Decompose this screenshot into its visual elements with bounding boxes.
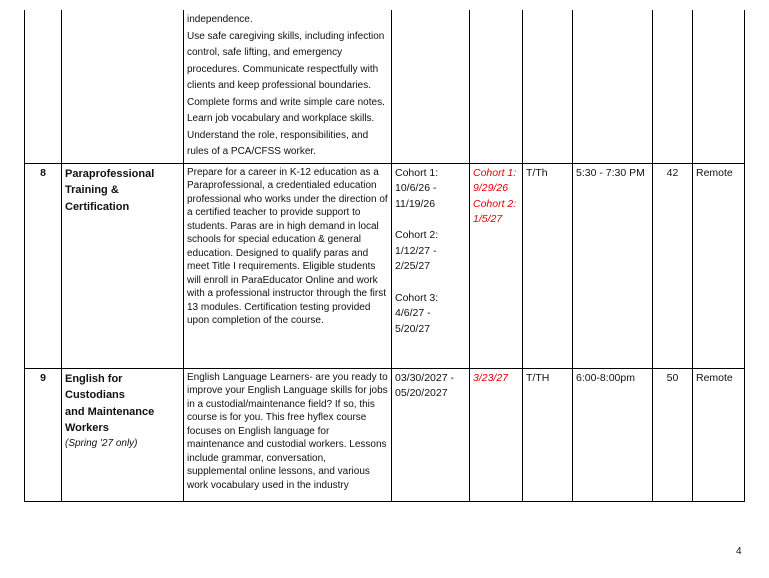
description-line: procedures. Communicate respectfully with xyxy=(187,63,379,75)
page-number: 4 xyxy=(736,546,742,557)
course-number: 8 xyxy=(25,163,62,368)
course-description-cell xyxy=(184,163,392,368)
course-time: 5:30 - 7:30 PM xyxy=(573,163,653,368)
date-line: 03/30/2027 - xyxy=(395,371,454,384)
course-description: English Language Learners- are you ready to improve your English Language skills for jobs in a custodial/maintenance field? If so, this course is for you. This free hyflex course focuses on English language for maintenance and custodial workers. Lessons include grammar, conversation, supplemental online lessons, and various work vocabulary used in the industry xyxy=(187,371,388,491)
course-format: Remote xyxy=(693,368,745,501)
course-title-line: Workers xyxy=(65,422,109,434)
description-line: Understand the role, responsibilities, and xyxy=(187,129,369,141)
description-line: control, safe lifting, and emergency xyxy=(187,47,343,58)
course-hours: 50 xyxy=(653,368,693,501)
description-line: rules of a PCA/CFSS worker. xyxy=(187,146,316,157)
date-block-session xyxy=(395,371,466,402)
course-dates-cell xyxy=(392,163,470,368)
course-description: Prepare for a career in K-12 education as a Paraprofessional, a credentialed education professional who works under the direction of a certified teacher to provide support to students. Paras are in high demand in local schools for special education & general education. Designed to qualify paras and meet Title I requirements. Eligible students will enroll in ParaEducator Online and work with a professional instructor through the first 13 modules. Certification testing provided upon completion of the course. xyxy=(187,166,388,326)
course-description-cell xyxy=(184,368,392,501)
date-block-cohort-3 xyxy=(395,291,466,338)
description-line: independence. xyxy=(187,14,253,25)
date-block-cohort-1 xyxy=(395,166,466,213)
table-row-course-9 xyxy=(25,368,745,501)
deadline-line: 3/23/27 xyxy=(473,371,509,384)
course-title-cell xyxy=(62,368,184,501)
date-line: 1/12/27 - xyxy=(395,244,437,257)
course-days: T/TH xyxy=(523,368,573,501)
deadline-line: 9/29/26 xyxy=(473,182,509,194)
cell-days-empty xyxy=(523,10,573,163)
deadline-line: Cohort 1: xyxy=(473,166,517,179)
course-time: 6:00-8:00pm xyxy=(573,368,653,501)
date-line: 11/19/26 xyxy=(395,197,436,210)
deadline-line: Cohort 2: xyxy=(473,197,517,210)
course-title-line: and Maintenance xyxy=(65,405,155,418)
date-line: 05/20/2027 xyxy=(395,387,448,399)
cell-hours-empty xyxy=(653,10,693,163)
table-row-course-8 xyxy=(25,163,745,368)
cell-number-empty xyxy=(25,10,62,163)
table-row-intro-continuation xyxy=(25,10,745,163)
course-schedule-table xyxy=(24,10,745,502)
date-line: 5/20/27 xyxy=(395,322,431,335)
date-line: 10/6/26 - xyxy=(395,182,437,194)
course-title-line: Training & Certification xyxy=(65,184,130,213)
cell-format-empty xyxy=(693,10,745,163)
description-line: Use safe caregiving skills, including infection xyxy=(187,30,385,42)
date-line: 4/6/27 - xyxy=(395,307,431,319)
date-line: Cohort 2: xyxy=(395,229,439,241)
cell-time-empty xyxy=(573,10,653,163)
date-block-cohort-2 xyxy=(395,228,466,275)
date-line: 2/25/27 xyxy=(395,260,431,272)
registration-deadline-cell xyxy=(470,163,523,368)
course-hours: 42 xyxy=(653,163,693,368)
date-line: Cohort 3: xyxy=(395,291,439,304)
cell-description-continuation xyxy=(184,10,392,163)
date-line: Cohort 1: xyxy=(395,166,439,179)
course-days: T/Th xyxy=(523,163,573,368)
cell-title-empty xyxy=(62,10,184,163)
course-title-line: Paraprofessional xyxy=(65,167,155,180)
deadline-line: 1/5/27 xyxy=(473,213,503,225)
cell-deadline-empty xyxy=(470,10,523,163)
registration-deadline-cell xyxy=(470,368,523,501)
description-line: Complete forms and write simple care notes. xyxy=(187,96,385,108)
course-dates-cell xyxy=(392,368,470,501)
cell-dates-empty xyxy=(392,10,470,163)
course-number: 9 xyxy=(25,368,62,501)
course-title-cell xyxy=(62,163,184,368)
course-format: Remote xyxy=(693,163,745,368)
course-title-line: English for Custodians xyxy=(65,372,125,401)
description-line: clients and keep professional boundaries. xyxy=(187,80,372,91)
course-subtitle: (Spring '27 only) xyxy=(65,437,138,449)
description-line: Learn job vocabulary and workplace skills. xyxy=(187,113,375,124)
